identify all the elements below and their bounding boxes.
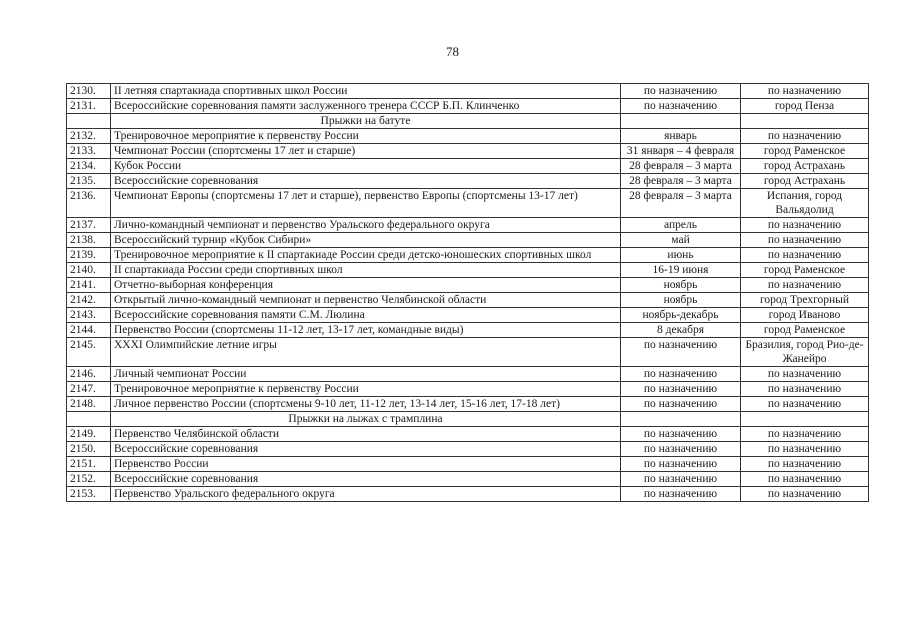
event-place: город Иваново	[741, 308, 869, 323]
event-date: по назначению	[621, 84, 741, 99]
event-place: город Астрахань	[741, 174, 869, 189]
event-date: по назначению	[621, 397, 741, 412]
table-row	[67, 457, 869, 472]
event-place: по назначению	[741, 129, 869, 144]
event-name: Тренировочное мероприятие к первенству России	[111, 129, 621, 144]
event-name: II летняя спартакиада спортивных школ России	[111, 84, 621, 99]
event-place: по назначению	[741, 367, 869, 382]
table-row	[67, 382, 869, 397]
row-number: 2146.	[67, 367, 111, 382]
event-name: Первенство Уральского федерального округа	[111, 487, 621, 502]
event-date: 31 января – 4 февраля	[621, 144, 741, 159]
event-name: Кубок России	[111, 159, 621, 174]
event-name: Всероссийские соревнования памяти заслуженного тренера СССР Б.П. Клинченко	[111, 99, 621, 114]
row-number: 2132.	[67, 129, 111, 144]
event-place: по назначению	[741, 278, 869, 293]
section-date-cell	[621, 412, 741, 427]
event-place: город Трехгорный	[741, 293, 869, 308]
event-name: Тренировочное мероприятие к первенству России	[111, 382, 621, 397]
table-row	[67, 338, 869, 367]
row-number: 2148.	[67, 397, 111, 412]
event-date: ноябрь-декабрь	[621, 308, 741, 323]
event-place: город Раменское	[741, 144, 869, 159]
row-number: 2137.	[67, 218, 111, 233]
table-row	[67, 159, 869, 174]
event-date: ноябрь	[621, 278, 741, 293]
table-row	[67, 84, 869, 99]
event-date: по назначению	[621, 472, 741, 487]
event-name: Всероссийские соревнования	[111, 442, 621, 457]
event-date: май	[621, 233, 741, 248]
section-place-cell	[741, 412, 869, 427]
table-row	[67, 293, 869, 308]
table-row	[67, 99, 869, 114]
event-date: 28 февраля – 3 марта	[621, 174, 741, 189]
row-number: 2144.	[67, 323, 111, 338]
table-row	[67, 397, 869, 412]
event-name: Всероссийские соревнования	[111, 472, 621, 487]
table-row	[67, 233, 869, 248]
table-row	[67, 472, 869, 487]
table-row	[67, 248, 869, 263]
event-name: Чемпионат Европы (спортсмены 17 лет и старше), первенство Европы (спортсмены 13-17 лет)	[111, 189, 621, 218]
event-name: Первенство России (спортсмены 11-12 лет, 13-17 лет, командные виды)	[111, 323, 621, 338]
row-number: 2151.	[67, 457, 111, 472]
event-date: по назначению	[621, 457, 741, 472]
table-row	[67, 278, 869, 293]
section-header-row	[67, 114, 869, 129]
event-date: январь	[621, 129, 741, 144]
event-date: по назначению	[621, 338, 741, 367]
row-number: 2139.	[67, 248, 111, 263]
row-number: 2142.	[67, 293, 111, 308]
schedule-body	[67, 84, 869, 502]
event-date: 28 февраля – 3 марта	[621, 189, 741, 218]
event-date: по назначению	[621, 442, 741, 457]
event-place: Бразилия, город Рио-де-Жанейро	[741, 338, 869, 367]
event-name: Открытый лично-командный чемпионат и первенство Челябинской области	[111, 293, 621, 308]
row-number: 2140.	[67, 263, 111, 278]
event-name: Тренировочное мероприятие к II спартакиаде России среди детско-юношеских спортивных школ	[111, 248, 621, 263]
page-number: 78	[446, 44, 459, 59]
row-number: 2138.	[67, 233, 111, 248]
event-name: Первенство России	[111, 457, 621, 472]
row-number: 2153.	[67, 487, 111, 502]
section-place-cell	[741, 114, 869, 129]
event-name: Всероссийские соревнования	[111, 174, 621, 189]
event-place: по назначению	[741, 442, 869, 457]
event-name: Первенство Челябинской области	[111, 427, 621, 442]
event-date: по назначению	[621, 367, 741, 382]
row-number: 2147.	[67, 382, 111, 397]
event-date: по назначению	[621, 427, 741, 442]
event-date: по назначению	[621, 99, 741, 114]
event-place: по назначению	[741, 457, 869, 472]
table-row	[67, 427, 869, 442]
event-date: по назначению	[621, 487, 741, 502]
event-place: по назначению	[741, 218, 869, 233]
event-name: Отчетно-выборная конференция	[111, 278, 621, 293]
section-num-cell	[67, 114, 111, 129]
event-place: город Астрахань	[741, 159, 869, 174]
event-place: по назначению	[741, 233, 869, 248]
table-row	[67, 218, 869, 233]
row-number: 2143.	[67, 308, 111, 323]
event-place: Испания, город Вальядолид	[741, 189, 869, 218]
table-row	[67, 144, 869, 159]
event-place: по назначению	[741, 382, 869, 397]
event-name: Всероссийский турнир «Кубок Сибири»	[111, 233, 621, 248]
event-date: 8 декабря	[621, 323, 741, 338]
row-number: 2141.	[67, 278, 111, 293]
event-place: по назначению	[741, 84, 869, 99]
event-place: по назначению	[741, 487, 869, 502]
event-date: 28 февраля – 3 марта	[621, 159, 741, 174]
event-name: Личный чемпионат России	[111, 367, 621, 382]
row-number: 2131.	[67, 99, 111, 114]
event-date: ноябрь	[621, 293, 741, 308]
table-row	[67, 189, 869, 218]
table-row	[67, 442, 869, 457]
event-date: июнь	[621, 248, 741, 263]
row-number: 2149.	[67, 427, 111, 442]
event-name: Чемпионат России (спортсмены 17 лет и старше)	[111, 144, 621, 159]
row-number: 2130.	[67, 84, 111, 99]
section-date-cell	[621, 114, 741, 129]
table-row	[67, 487, 869, 502]
event-place: город Раменское	[741, 263, 869, 278]
event-name: Всероссийские соревнования памяти С.М. Люлина	[111, 308, 621, 323]
section-title: Прыжки на батуте	[111, 114, 621, 129]
event-date: 16-19 июня	[621, 263, 741, 278]
section-header-row	[67, 412, 869, 427]
event-place: по назначению	[741, 397, 869, 412]
row-number: 2133.	[67, 144, 111, 159]
event-name: XXXI Олимпийские летние игры	[111, 338, 621, 367]
row-number: 2150.	[67, 442, 111, 457]
event-place: по назначению	[741, 472, 869, 487]
event-name: II спартакиада России среди спортивных школ	[111, 263, 621, 278]
event-place: по назначению	[741, 427, 869, 442]
event-place: по назначению	[741, 248, 869, 263]
row-number: 2136.	[67, 189, 111, 218]
section-title: Прыжки на лыжах с трамплина	[111, 412, 621, 427]
event-date: апрель	[621, 218, 741, 233]
row-number: 2134.	[67, 159, 111, 174]
event-place: город Пенза	[741, 99, 869, 114]
table-row	[67, 308, 869, 323]
event-name: Лично-командный чемпионат и первенство Уральского федерального округа	[111, 218, 621, 233]
table-row	[67, 263, 869, 278]
row-number: 2135.	[67, 174, 111, 189]
row-number: 2145.	[67, 338, 111, 367]
event-name: Личное первенство России (спортсмены 9-10 лет, 11-12 лет, 13-14 лет, 15-16 лет, 17-18 лет)	[111, 397, 621, 412]
table-row	[67, 323, 869, 338]
table-row	[67, 174, 869, 189]
section-num-cell	[67, 412, 111, 427]
schedule-table	[66, 83, 869, 502]
event-date: по назначению	[621, 382, 741, 397]
row-number: 2152.	[67, 472, 111, 487]
event-place: город Раменское	[741, 323, 869, 338]
table-row	[67, 367, 869, 382]
table-row	[67, 129, 869, 144]
